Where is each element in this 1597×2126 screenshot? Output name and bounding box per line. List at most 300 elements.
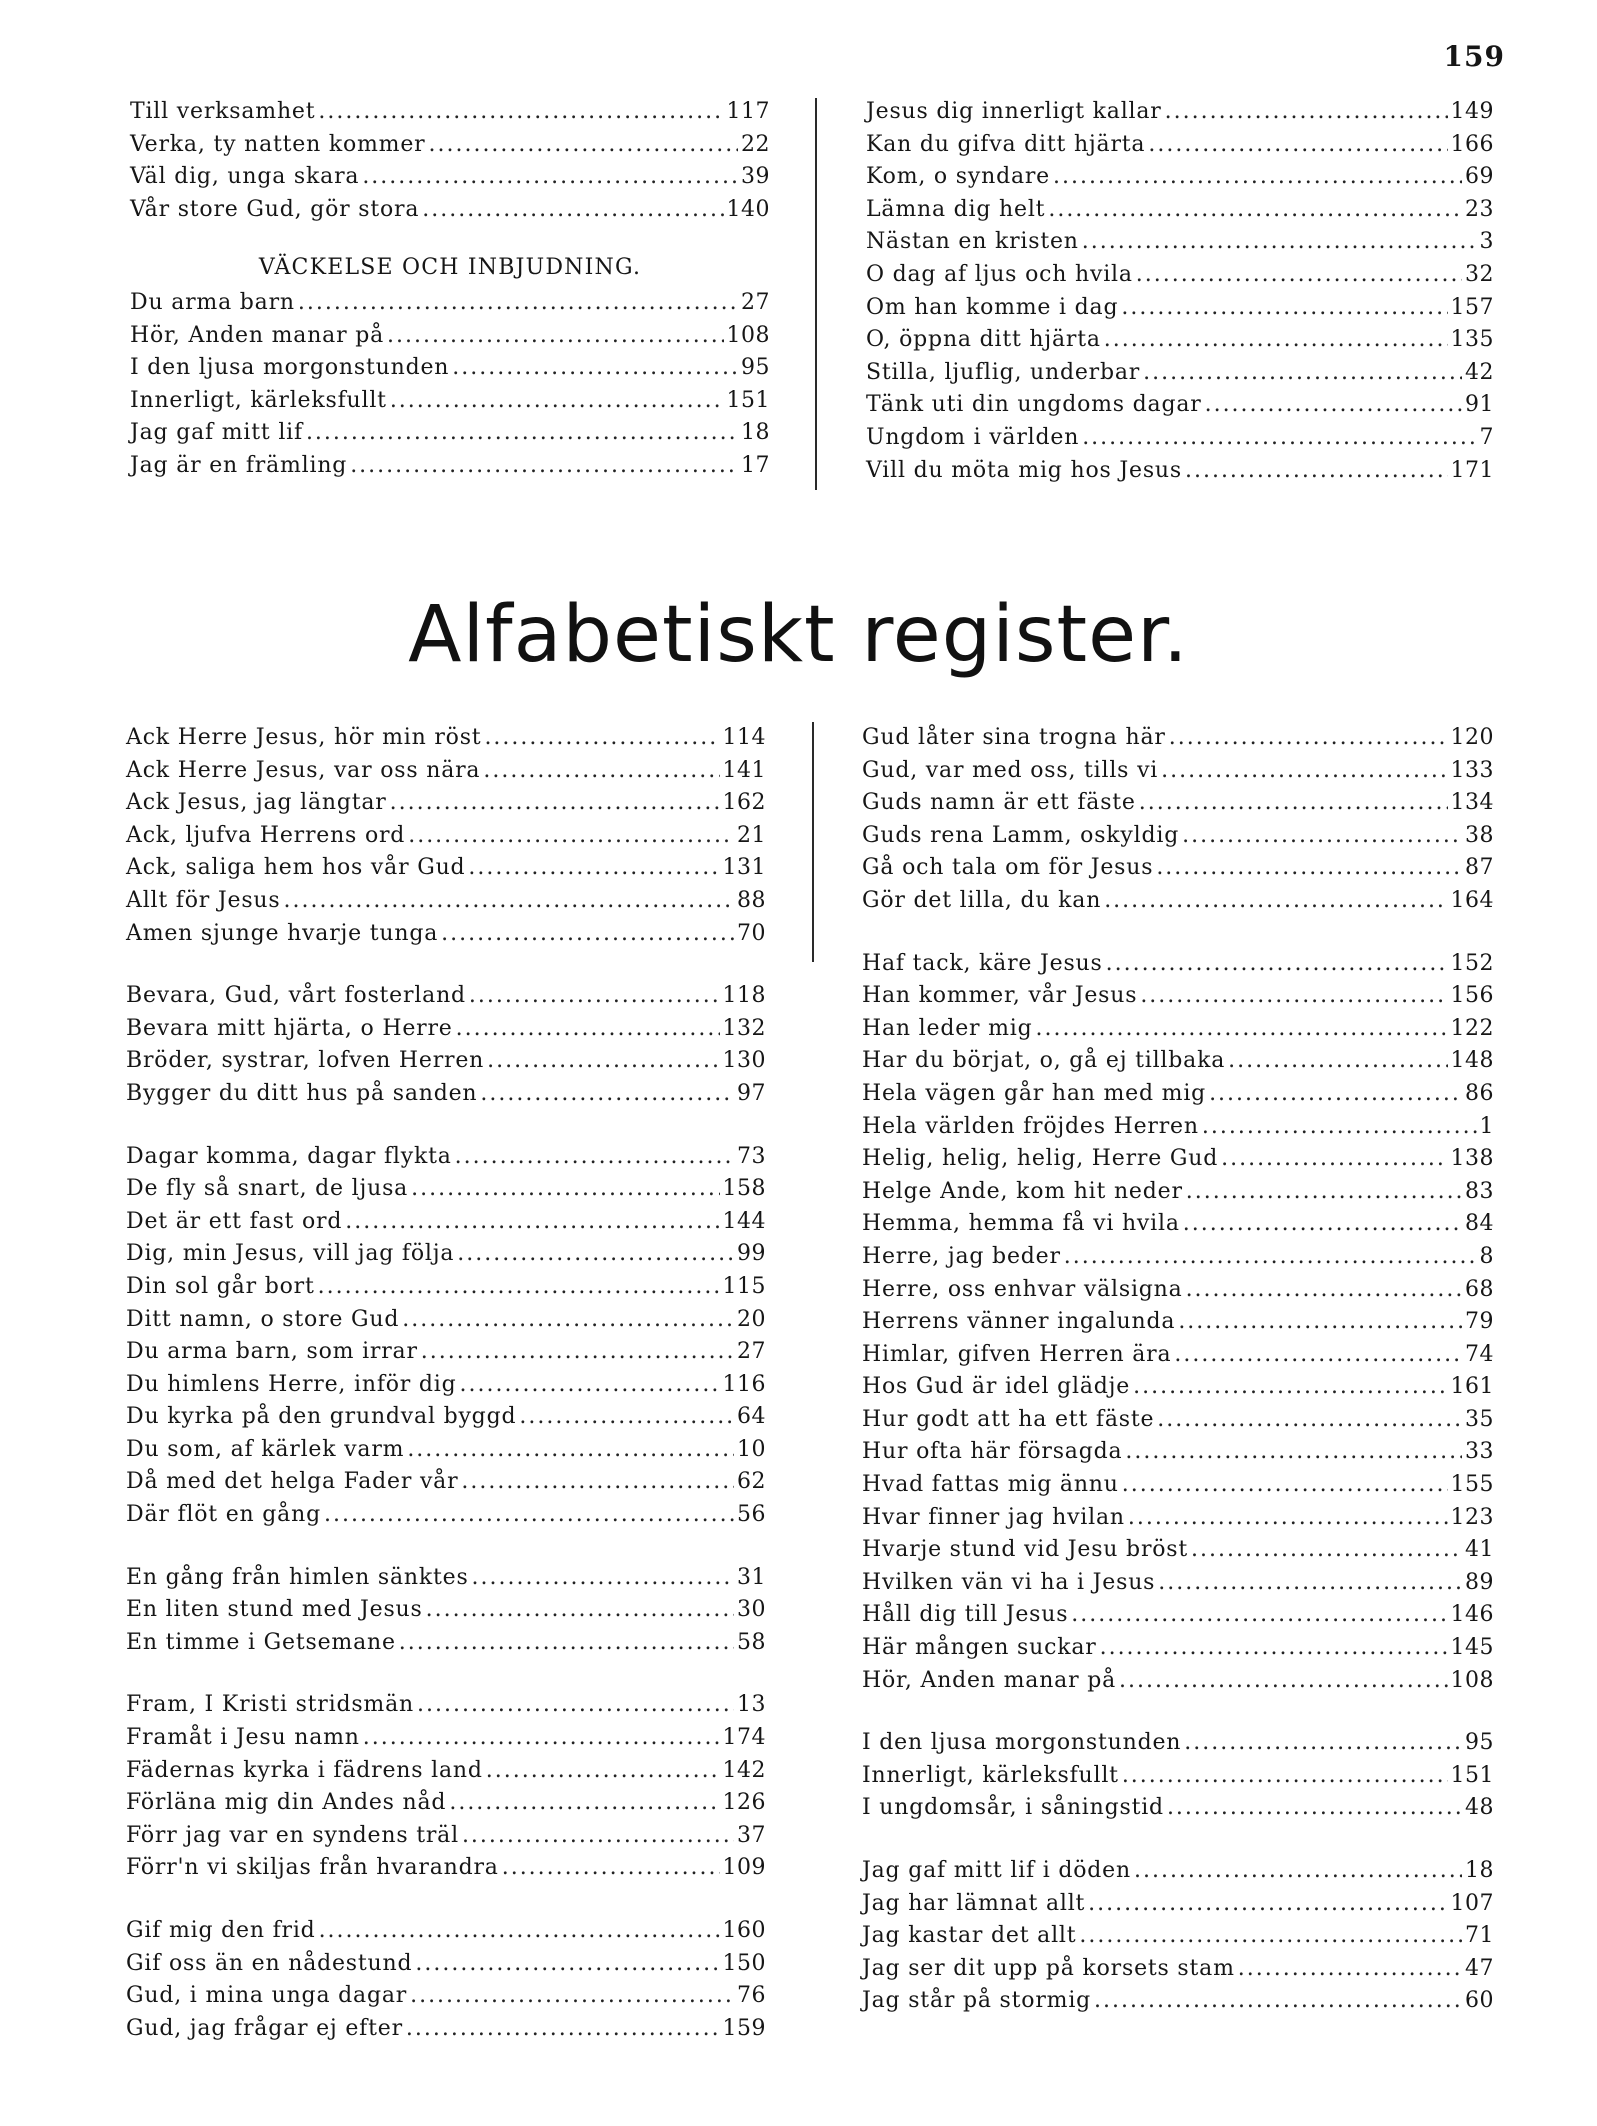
index-entry (130, 385, 770, 418)
entry-title: Lämna dig helt (866, 196, 1046, 222)
index-entry (126, 820, 766, 853)
dot-leader (390, 787, 720, 820)
entry-title: Hör, Anden manar på (862, 1667, 1117, 1693)
index-entry (862, 1176, 1494, 1209)
entry-title: I den ljusa morgonstunden (862, 1730, 1182, 1756)
entry-number: 1 (1479, 1113, 1494, 1139)
letter-group (126, 722, 766, 950)
index-entry (866, 259, 1494, 292)
entry-number: 151 (1450, 1762, 1494, 1788)
index-entry (866, 324, 1494, 357)
index-entry (126, 980, 766, 1013)
entry-number: 97 (737, 1080, 766, 1106)
entry-title: Hur ofta här försagda (862, 1439, 1123, 1465)
top-left-column (130, 96, 770, 483)
letter-group (126, 1562, 766, 1660)
entry-title: Dagar komma, dagar flykta (126, 1143, 452, 1169)
dot-leader (1157, 1404, 1462, 1437)
entry-number: 58 (737, 1629, 766, 1655)
index-entry (862, 820, 1494, 853)
dot-leader (462, 1820, 734, 1853)
entry-number: 42 (1465, 359, 1494, 385)
index-entry (866, 292, 1494, 325)
entry-number: 10 (737, 1436, 766, 1462)
entry-title: Hur godt att ha ett fäste (862, 1406, 1155, 1432)
index-entry (126, 1238, 766, 1271)
dot-leader (1183, 1208, 1462, 1241)
entry-title: Herre, oss enhvar välsigna (862, 1276, 1183, 1302)
entry-title: Förr jag var en syndens träl (126, 1822, 459, 1848)
top-right-column (866, 96, 1494, 487)
index-entry (862, 1274, 1494, 1307)
dot-leader (411, 1173, 719, 1206)
dot-leader (410, 1980, 734, 2013)
index-entry (130, 417, 770, 450)
dot-leader (421, 1336, 734, 1369)
entry-title: Helig, helig, helig, Herre Gud (862, 1146, 1219, 1172)
index-entry (862, 1371, 1494, 1404)
entry-number: 122 (1450, 1015, 1494, 1041)
entry-number: 71 (1465, 1923, 1494, 1949)
index-entry (866, 357, 1494, 390)
entry-number: 73 (737, 1143, 766, 1169)
index-entry (862, 1665, 1494, 1698)
index-entry (866, 389, 1494, 422)
index-entry (126, 918, 766, 951)
index-entry (862, 1502, 1494, 1535)
entry-number: 95 (741, 355, 770, 381)
entry-title: Hör, Anden manar på (130, 322, 385, 348)
entry-title: Ditt namn, o store Gud (126, 1306, 400, 1332)
entry-title: Om han komme i dag (866, 294, 1119, 320)
entry-number: 144 (722, 1208, 766, 1234)
bottom-left-column (126, 722, 766, 2075)
entry-title: En liten stund med Jesus (126, 1597, 423, 1623)
entry-title: Förläna mig din Andes nåd (126, 1790, 447, 1816)
index-entry (130, 287, 770, 320)
entry-title: Hvarje stund vid Jesu bröst (862, 1537, 1189, 1563)
entry-number: 38 (1465, 822, 1494, 848)
entry-title: Du kyrka på den grundval byggd (126, 1404, 517, 1430)
index-entry (862, 1469, 1494, 1502)
entry-title: O dag af ljus och hvila (866, 261, 1133, 287)
dot-leader (469, 980, 720, 1013)
entry-number: 20 (737, 1306, 766, 1332)
entry-number: 116 (722, 1371, 766, 1397)
entry-title: Bygger du ditt hus på sanden (126, 1080, 478, 1106)
entry-number: 27 (741, 289, 770, 315)
dot-leader (1202, 1111, 1477, 1144)
index-entry (126, 1499, 766, 1532)
entry-title: Ack, saliga hem hos vår Gud (126, 855, 466, 881)
dot-leader (1167, 1792, 1462, 1825)
entry-number: 3 (1479, 229, 1494, 255)
entry-number: 135 (1450, 327, 1494, 353)
dot-leader (1134, 1855, 1462, 1888)
index-entry (862, 1078, 1494, 1111)
entry-number: 47 (1465, 1955, 1494, 1981)
dot-leader (362, 161, 738, 194)
index-entry (126, 722, 766, 755)
entry-title: Helge Ande, kom hit neder (862, 1178, 1183, 1204)
entry-title: Jag har lämnat allt (862, 1890, 1086, 1916)
entry-number: 174 (722, 1725, 766, 1751)
entry-title: Ack Herre Jesus, var oss nära (126, 757, 481, 783)
dot-leader (1071, 1599, 1447, 1632)
dot-leader (363, 1722, 720, 1755)
register-title: Alfabetiskt register. (408, 590, 1189, 680)
entry-number: 159 (722, 2015, 766, 2041)
letter-group (126, 1689, 766, 1885)
index-entry (862, 1013, 1494, 1046)
dot-leader (452, 352, 738, 385)
entry-number: 89 (1465, 1569, 1494, 1595)
index-entry (862, 885, 1494, 918)
entry-title: I ungdomsår, i såningstid (862, 1795, 1164, 1821)
index-entry (862, 1888, 1494, 1921)
dot-leader (461, 1466, 734, 1499)
index-entry (126, 1206, 766, 1239)
entry-title: De fly så snart, de ljusa (126, 1176, 409, 1202)
entry-number: 166 (1450, 131, 1494, 157)
dot-leader (1191, 1534, 1462, 1567)
entry-number: 70 (737, 920, 766, 946)
entry-title: Hela vägen går han med mig (862, 1080, 1207, 1106)
index-entry (862, 948, 1494, 981)
entry-number: 158 (722, 1176, 766, 1202)
entry-title: Allt för Jesus (126, 887, 281, 913)
dot-leader (1104, 324, 1448, 357)
dot-leader (480, 1078, 734, 1111)
entry-number: 21 (737, 822, 766, 848)
dot-leader (1221, 1143, 1447, 1176)
dot-leader (1136, 259, 1462, 292)
entry-number: 13 (737, 1692, 766, 1718)
entry-number: 157 (1450, 294, 1494, 320)
dot-leader (1133, 1371, 1447, 1404)
entry-title: Gud, var med oss, tills vi (862, 757, 1159, 783)
entry-title: Bröder, systrar, lofven Herren (126, 1048, 485, 1074)
entry-title: Dig, min Jesus, vill jag följa (126, 1241, 455, 1267)
index-entry (126, 1173, 766, 1206)
entry-title: Väl dig, unga skara (130, 164, 360, 190)
entry-number: 117 (726, 99, 770, 124)
dot-leader (407, 1434, 734, 1467)
index-entry (126, 1013, 766, 1046)
entry-number: 37 (737, 1822, 766, 1848)
dot-leader (1165, 96, 1448, 129)
dot-leader (1158, 1567, 1462, 1600)
entry-title: Nästan en kristen (866, 229, 1079, 255)
letter-group (862, 1727, 1494, 1825)
entry-title: Hos Gud är idel glädje (862, 1374, 1131, 1400)
entry-title: O, öppna ditt hjärta (866, 327, 1101, 353)
index-entry (862, 1855, 1494, 1888)
entry-number: 145 (1450, 1635, 1494, 1661)
index-entry (126, 1141, 766, 1174)
entry-title: Hvilken vän vi ha i Jesus (862, 1569, 1156, 1595)
index-entry (126, 1820, 766, 1853)
entry-title: Han kommer, vår Jesus (862, 983, 1138, 1009)
entry-title: Kom, o syndare (866, 164, 1050, 190)
entry-number: 164 (1450, 887, 1494, 913)
index-entry (862, 1599, 1494, 1632)
entry-title: Där flöt en gång (126, 1502, 321, 1528)
dot-leader (1064, 1241, 1477, 1274)
dot-leader (402, 1304, 734, 1337)
entry-title: Framåt i Jesu namn (126, 1725, 360, 1751)
entry-title: Tänk uti din ungdoms dagar (866, 392, 1202, 418)
dot-leader (1205, 389, 1462, 422)
index-entry (862, 852, 1494, 885)
entry-number: 17 (741, 452, 770, 478)
dot-leader (306, 417, 738, 450)
entry-title: Herrens vänner ingalunda (862, 1309, 1176, 1335)
dot-leader (1122, 1760, 1448, 1793)
index-entry (126, 2013, 766, 2046)
entry-number: 91 (1465, 392, 1494, 418)
index-entry (862, 722, 1494, 755)
entry-number: 23 (1465, 196, 1494, 222)
entry-title: I den ljusa morgonstunden (130, 355, 450, 381)
entry-number: 64 (737, 1404, 766, 1430)
index-entry (862, 1404, 1494, 1437)
letter-group (862, 948, 1494, 1698)
index-entry (862, 1727, 1494, 1760)
entry-title: Du arma barn (130, 289, 295, 315)
index-entry (126, 1401, 766, 1434)
entry-number: 84 (1465, 1211, 1494, 1237)
dot-leader (1125, 1436, 1462, 1469)
entry-number: 48 (1465, 1795, 1494, 1821)
dot-leader (487, 1045, 719, 1078)
dot-leader (426, 1594, 734, 1627)
dot-leader (484, 722, 719, 755)
dot-leader (441, 918, 734, 951)
entry-title: Vår store Gud, gör stora (130, 196, 420, 222)
page-number: 159 (1443, 40, 1505, 73)
entry-title: Hvar finner jag hvilan (862, 1504, 1125, 1530)
dot-leader (387, 320, 723, 353)
entry-number: 120 (1450, 725, 1494, 750)
entry-number: 68 (1465, 1276, 1494, 1302)
dot-leader (1106, 948, 1448, 981)
entry-number: 79 (1465, 1309, 1494, 1335)
entry-title: Gif mig den frid (126, 1918, 316, 1943)
entry-title: Håll dig till Jesus (862, 1602, 1069, 1628)
dot-leader (1140, 980, 1447, 1013)
entry-number: 60 (1465, 1988, 1494, 2014)
index-entry (862, 755, 1494, 788)
index-entry (126, 1787, 766, 1820)
index-entry (126, 1594, 766, 1627)
dot-leader (1186, 1176, 1462, 1209)
entry-number: 88 (737, 887, 766, 913)
entry-number: 86 (1465, 1080, 1494, 1106)
entry-title: Du som, af kärlek varm (126, 1436, 405, 1462)
dot-leader (456, 1013, 720, 1046)
entry-title: Har du börjat, o, gå ej tillbaka (862, 1048, 1226, 1074)
entry-title: Jag ser dit upp på korsets stam (862, 1955, 1235, 1981)
entry-title: Herre, jag beder (862, 1243, 1061, 1269)
entry-title: En timme i Getsemane (126, 1629, 396, 1655)
dot-leader (1082, 422, 1476, 455)
index-entry (126, 1434, 766, 1467)
entry-number: 18 (1465, 1858, 1494, 1883)
dot-leader (1148, 129, 1447, 162)
dot-leader (1104, 885, 1447, 918)
entry-title: Haf tack, käre Jesus (862, 950, 1103, 976)
index-entry (126, 885, 766, 918)
entry-number: 160 (722, 1918, 766, 1943)
column-divider (812, 722, 814, 962)
entry-title: Gud, i mina unga dagar (126, 1983, 408, 2009)
dot-leader (486, 1755, 720, 1788)
entry-number: 114 (722, 725, 766, 750)
dot-leader (318, 1271, 720, 1304)
entry-number: 156 (1450, 983, 1494, 1009)
dot-leader (390, 385, 724, 418)
entry-title: Din sol går bort (126, 1273, 315, 1299)
dot-leader (1079, 1920, 1462, 1953)
index-entry (126, 787, 766, 820)
index-entry (126, 1045, 766, 1078)
index-entry (862, 1045, 1494, 1078)
dot-leader (406, 2013, 720, 2046)
entry-title: Fram, I Kristi stridsmän (126, 1692, 414, 1718)
entry-title: Jesus dig innerligt kallar (866, 99, 1162, 124)
index-entry (862, 1436, 1494, 1469)
dot-leader (1100, 1632, 1448, 1665)
entry-number: 152 (1450, 950, 1494, 976)
entry-number: 8 (1479, 1243, 1494, 1269)
entry-number: 27 (737, 1339, 766, 1365)
entry-title: Stilla, ljuflig, underbar (866, 359, 1141, 385)
dot-leader (1036, 1013, 1448, 1046)
entry-title: En gång från himlen sänktes (126, 1564, 469, 1590)
entry-number: 18 (741, 420, 770, 446)
index-entry (126, 1304, 766, 1337)
entry-title: Gör det lilla, du kan (862, 887, 1102, 913)
entry-number: 123 (1450, 1504, 1494, 1530)
dot-leader (415, 1948, 719, 1981)
index-entry (866, 161, 1494, 194)
dot-leader (1238, 1953, 1462, 1986)
entry-title: Hemma, hemma få vi hvila (862, 1211, 1180, 1237)
entry-number: 30 (737, 1597, 766, 1623)
dot-leader (350, 450, 738, 483)
entry-title: Förr'n vi skiljas från hvarandra (126, 1855, 499, 1881)
entry-number: 150 (722, 1950, 766, 1976)
dot-leader (1228, 1045, 1447, 1078)
dot-leader (519, 1401, 734, 1434)
index-entry (130, 129, 770, 162)
index-entry (866, 455, 1494, 488)
entry-number: 108 (726, 322, 770, 348)
dot-leader (1161, 755, 1447, 788)
entry-number: 148 (1450, 1048, 1494, 1074)
entry-number: 41 (1465, 1537, 1494, 1563)
entry-number: 151 (726, 387, 770, 413)
entry-title: Innerligt, kärleksfullt (130, 387, 387, 413)
entry-number: 130 (722, 1048, 766, 1074)
entry-number: 76 (737, 1983, 766, 2009)
entry-number: 95 (1465, 1730, 1494, 1756)
entry-title: Jag står på stormig (862, 1988, 1092, 2014)
dot-leader (1184, 1727, 1462, 1760)
dot-leader (449, 1787, 719, 1820)
entry-title: Gif oss än en nådestund (126, 1950, 413, 1976)
entry-number: 31 (737, 1564, 766, 1590)
entry-number: 35 (1465, 1406, 1494, 1432)
index-entry (862, 1985, 1494, 2018)
dot-leader (408, 820, 734, 853)
entry-title: Ungdom i världen (866, 424, 1080, 450)
entry-number: 7 (1479, 424, 1494, 450)
dot-leader (345, 1206, 719, 1239)
bottom-right-column (862, 722, 1494, 2048)
index-entry (126, 1915, 766, 1948)
entry-number: 39 (741, 164, 770, 190)
entry-title: Ack Herre Jesus, hör min röst (126, 725, 482, 750)
index-entry (862, 1208, 1494, 1241)
dot-leader (1174, 1339, 1462, 1372)
entry-number: 33 (1465, 1439, 1494, 1465)
entry-title: Jag gaf mitt lif (130, 420, 303, 446)
dot-leader (1121, 292, 1447, 325)
dot-leader (483, 755, 719, 788)
entry-number: 141 (722, 757, 766, 783)
index-entry (866, 194, 1494, 227)
entry-number: 131 (722, 855, 766, 881)
index-entry (862, 1760, 1494, 1793)
dot-leader (1178, 1306, 1462, 1339)
index-entry (866, 96, 1494, 129)
index-entry (862, 1792, 1494, 1825)
entry-number: 155 (1450, 1472, 1494, 1498)
entry-title: Hela världen fröjdes Herren (862, 1113, 1199, 1139)
dot-leader (1185, 455, 1448, 488)
letter-group (126, 980, 766, 1110)
dot-leader (472, 1562, 734, 1595)
entry-title: Gud, jag frågar ej efter (126, 2015, 403, 2041)
index-entry (862, 1143, 1494, 1176)
letter-group (862, 722, 1494, 918)
dot-leader (1169, 722, 1448, 755)
index-entry (126, 1722, 766, 1755)
entry-title: Jag kastar det allt (862, 1923, 1077, 1949)
dot-leader (468, 852, 719, 885)
entry-number: 115 (722, 1273, 766, 1299)
index-entry (126, 1627, 766, 1660)
entry-title: Ack, ljufva Herrens ord (126, 822, 406, 848)
index-entry (126, 1369, 766, 1402)
index-entry (130, 320, 770, 353)
index-entry (126, 1466, 766, 1499)
index-entry (862, 1111, 1494, 1144)
index-entry (862, 980, 1494, 1013)
entry-number: 132 (722, 1015, 766, 1041)
entry-title: Jag är en främling (130, 452, 348, 478)
entry-number: 140 (726, 196, 770, 222)
index-entry (126, 1755, 766, 1788)
entry-title: Innerligt, kärleksfullt (862, 1762, 1119, 1788)
entry-title: Jag gaf mitt lif i döden (862, 1858, 1131, 1883)
index-entry (862, 1306, 1494, 1339)
entry-title: Du himlens Herre, inför dig (126, 1371, 457, 1397)
dot-leader (399, 1627, 734, 1660)
entry-title: Här mången suckar (862, 1635, 1097, 1661)
